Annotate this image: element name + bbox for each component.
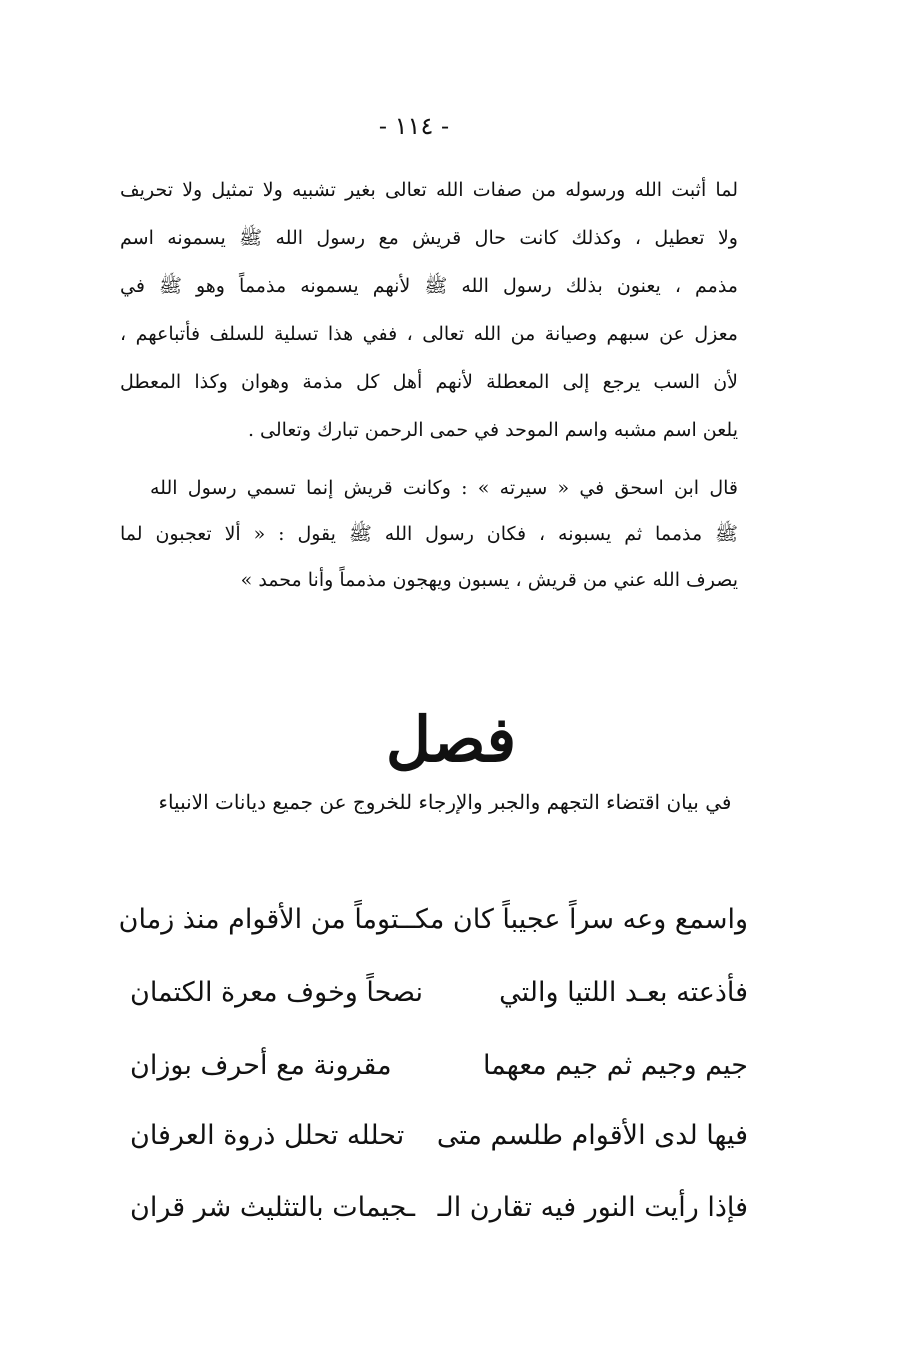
prose-line: معزل عن سبهم وصيانة من الله تعالى ، ففي هذا تسلية للسلف فأتباعهم ، [120,323,738,345]
verse-second-half: ـجيمات بالتثليث شر قران [130,1192,416,1223]
poem-verse [118,900,748,940]
prose-line: ولا تعطيل ، وكذلك كانت حال قريش مع رسول الله ﷺ يسمونه اسم [120,227,738,249]
prose-line: لأن السب يرجع إلى المعطلة لأنهم أهل كل مذمة وهوان وكذا المعطل [120,371,738,393]
page-number: - ١١٤ - [378,112,450,140]
quote-line: قال ابن اسحق في « سيرته » : وكانت قريش إنما تسمي رسول الله [150,477,738,499]
quote-line: يصرف الله عني من قريش ، يسبون ويهجون مذمماً وأنا محمد » [240,569,738,591]
verse-first-half: فإذا رأيت النور فيه تقارن الـ [437,1192,748,1223]
verse-first-half: فيها لدى الأقوام طلسم متى [436,1120,748,1151]
poem-verse [130,973,748,1013]
poem-verse [130,1046,748,1086]
section-subheading: في بيان اقتضاء التجهم والجبر والإرجاء للخروج عن جميع ديانات الانبياء [158,790,732,814]
verse-second-half: مقرونة مع أحرف بوزان [130,1050,392,1081]
poem-verse [130,1116,748,1156]
section-heading: فصل [385,703,517,776]
verse-second-half: ـتوماً من الأقوام منذ زمان [118,904,408,935]
poem-verse [130,1188,748,1228]
prose-line: لما أثبت الله ورسوله من صفات الله تعالى بغير تشبيه ولا تمثيل ولا تحريف [120,179,738,201]
verse-second-half: نصحاً وخوف معرة الكتمان [130,977,423,1008]
prose-line: مذمم ، يعنون بذلك رسول الله ﷺ لأنهم يسمونه مذمماً وهو ﷺ في [120,275,738,297]
verse-first-half: جيم وجيم ثم جيم معهما [482,1050,748,1081]
verse-first-half: واسمع وعه سراً عجيباً كان مكـ [407,904,748,935]
verse-first-half: فأذعته بعـد اللتيا والتي [499,977,748,1008]
quote-line: ﷺ مذمما ثم يسبونه ، فكان رسول الله ﷺ يقول : « ألا تعجبون لما [120,523,738,545]
prose-line: يلعن اسم مشبه واسم الموحد في حمى الرحمن تبارك وتعالى . [247,419,738,441]
verse-second-half: تحلله تحلل ذروة العرفان [130,1120,405,1151]
